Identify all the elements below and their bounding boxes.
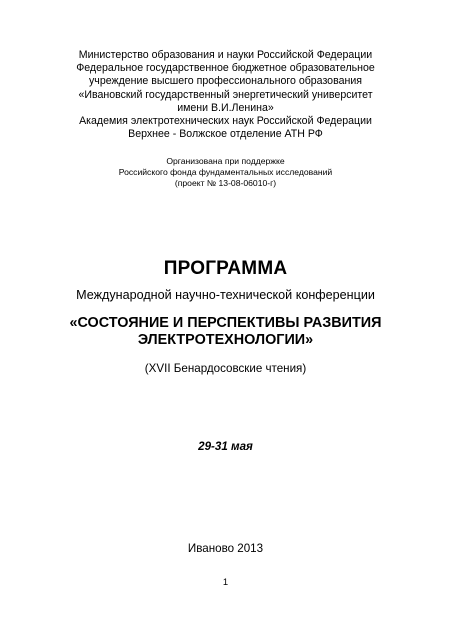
conference-series: (XVII Бенардосовские чтения) xyxy=(144,362,307,375)
conference-type: Международной научно-технической конференции xyxy=(76,288,375,302)
conference-name-line: «СОСТОЯНИЕ И ПЕРСПЕКТИВЫ РАЗВИТИЯ xyxy=(69,315,382,331)
support-line: Организована при поддержке xyxy=(166,156,285,166)
organizer-line: Федеральное государственное бюджетное образовательное xyxy=(76,62,375,75)
organizer-line: Академия электротехнических наук Российской Федерации xyxy=(79,114,372,127)
organizer-line: Верхнее - Волжское отделение АТН РФ xyxy=(128,128,323,141)
conference-name-line: ЭЛЕКТРОТЕХНОЛОГИИ» xyxy=(137,332,314,348)
support-line: Российского фонда фундаментальных исследований xyxy=(118,167,333,178)
document-title: ПРОГРАММА xyxy=(163,258,288,279)
organizer-line: учреждение высшего профессионального образования xyxy=(89,75,362,88)
organizer-line: Министерство образования и науки Российской Федерации xyxy=(78,49,373,61)
conference-dates: 29-31 мая xyxy=(198,440,253,453)
place-year: Иваново 2013 xyxy=(187,542,264,555)
support-line: (проект № 13-08-06010-г) xyxy=(174,178,277,189)
support-block xyxy=(0,156,451,190)
organizer-line: «Ивановский государственный энергетический университет xyxy=(78,88,373,101)
organizers-block xyxy=(0,49,451,141)
page-number: 1 xyxy=(222,576,229,587)
organizer-line: имени В.И.Ленина» xyxy=(177,101,274,114)
conference-name xyxy=(0,315,451,349)
